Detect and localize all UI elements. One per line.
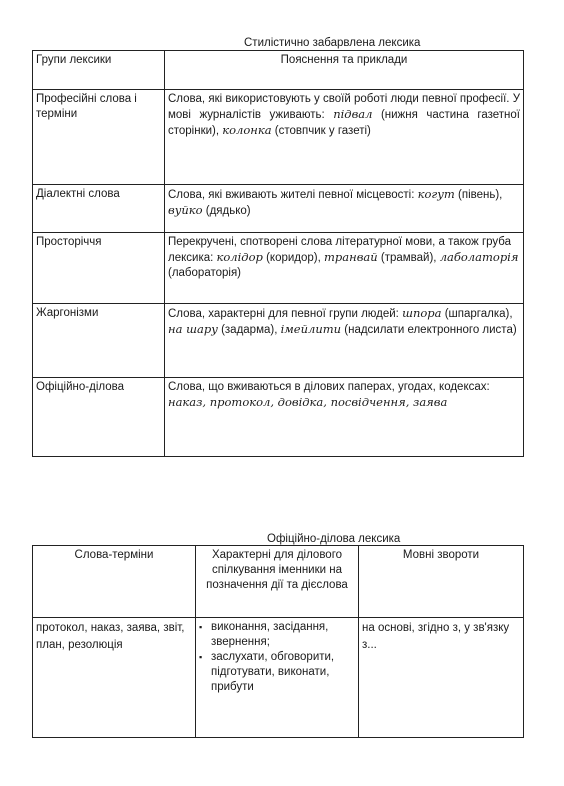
description-text: (трамвай), xyxy=(377,252,440,264)
example-word: колідор xyxy=(216,250,263,264)
description-text: (шпаргалка), xyxy=(441,308,513,320)
description-text: Слова, які використовують у своїй роботі люди певної професії. У мові журналістів уживають: xyxy=(168,93,520,121)
example-word: лаболаторія xyxy=(439,250,519,264)
header-phrases: Мовні звороти xyxy=(359,546,524,618)
stylistic-lexicon-table xyxy=(32,50,524,457)
row-description xyxy=(165,304,524,378)
description-text: Слова, які вживають жителі певної місцевості: xyxy=(168,189,418,201)
bullet-item: ▪ заслухати, обговорити, підготувати, виконати, прибути xyxy=(199,650,355,695)
official-lexicon-table xyxy=(32,545,524,738)
example-word: транвай xyxy=(324,250,378,264)
description-text: (лабораторія) xyxy=(168,267,241,279)
table1-caption: Стилістично забарвлена лексика xyxy=(244,37,421,49)
row-group-label: Професійні слова і терміни xyxy=(33,90,165,185)
row-group-label: Офіційно-ділова xyxy=(33,378,165,457)
example-word: на шару xyxy=(168,322,218,336)
header-groups: Групи лексики xyxy=(33,51,165,90)
description-text: (стовпчик у газеті) xyxy=(271,125,371,137)
row-group-label: Просторіччя xyxy=(33,233,165,304)
row-group-label: Жаргонізми xyxy=(33,304,165,378)
table-header-row xyxy=(33,51,524,90)
description-text: (задарма), xyxy=(217,324,281,336)
table-row xyxy=(33,304,524,378)
description-text: (коридор), xyxy=(262,252,325,264)
description-text: (дядько) xyxy=(202,205,251,217)
description-text: (надсилати електронного листа) xyxy=(341,324,517,336)
row-description xyxy=(165,233,524,304)
table-row xyxy=(33,90,524,185)
row-description xyxy=(165,185,524,233)
description-text: Слова, характерні для певної групи людей: xyxy=(168,308,403,320)
example-word: імейлити xyxy=(280,322,342,336)
description-text: (нижня частина газетної сторінки), xyxy=(168,109,520,137)
example-word: колонка xyxy=(222,123,272,137)
header-nouns-verbs: Характерні для ділового спілкування іменники на позначення дії та дієслова xyxy=(196,546,359,618)
table-row xyxy=(33,233,524,304)
header-explanations: Пояснення та приклади xyxy=(165,51,524,90)
table2-caption: Офіційно-ділова лексика xyxy=(267,533,401,545)
description-text: (півень), xyxy=(454,189,503,201)
phrases-cell: на основі, згідно з, у зв'язку з... xyxy=(359,618,524,738)
row-description xyxy=(165,378,524,457)
header-terms: Слова-терміни xyxy=(33,546,196,618)
row-description xyxy=(165,90,524,185)
description-text: Перекручені, спотворені слова літературної мови, а також груба лексика: xyxy=(168,236,512,264)
example-word: вуйко xyxy=(168,203,203,217)
example-word: шпора xyxy=(402,306,442,320)
nouns-verbs-cell xyxy=(196,618,359,738)
example-word: підвал xyxy=(333,107,373,121)
description-text: Слова, що вживаються в ділових паперах, угодах, кодексах: xyxy=(168,381,490,393)
bullet-item: ▪ виконання, засідання, звернення; xyxy=(199,620,355,650)
table-header-row xyxy=(33,546,524,618)
example-word: наказ, протокол, довідка, посвідчення, заява xyxy=(168,395,448,409)
row-group-label: Діалектні слова xyxy=(33,185,165,233)
table-row xyxy=(33,618,524,738)
terms-cell: протокол, наказ, заява, звіт, план, резолюція xyxy=(33,618,196,738)
table-row xyxy=(33,378,524,457)
example-word: когут xyxy=(417,187,455,201)
table-row xyxy=(33,185,524,233)
